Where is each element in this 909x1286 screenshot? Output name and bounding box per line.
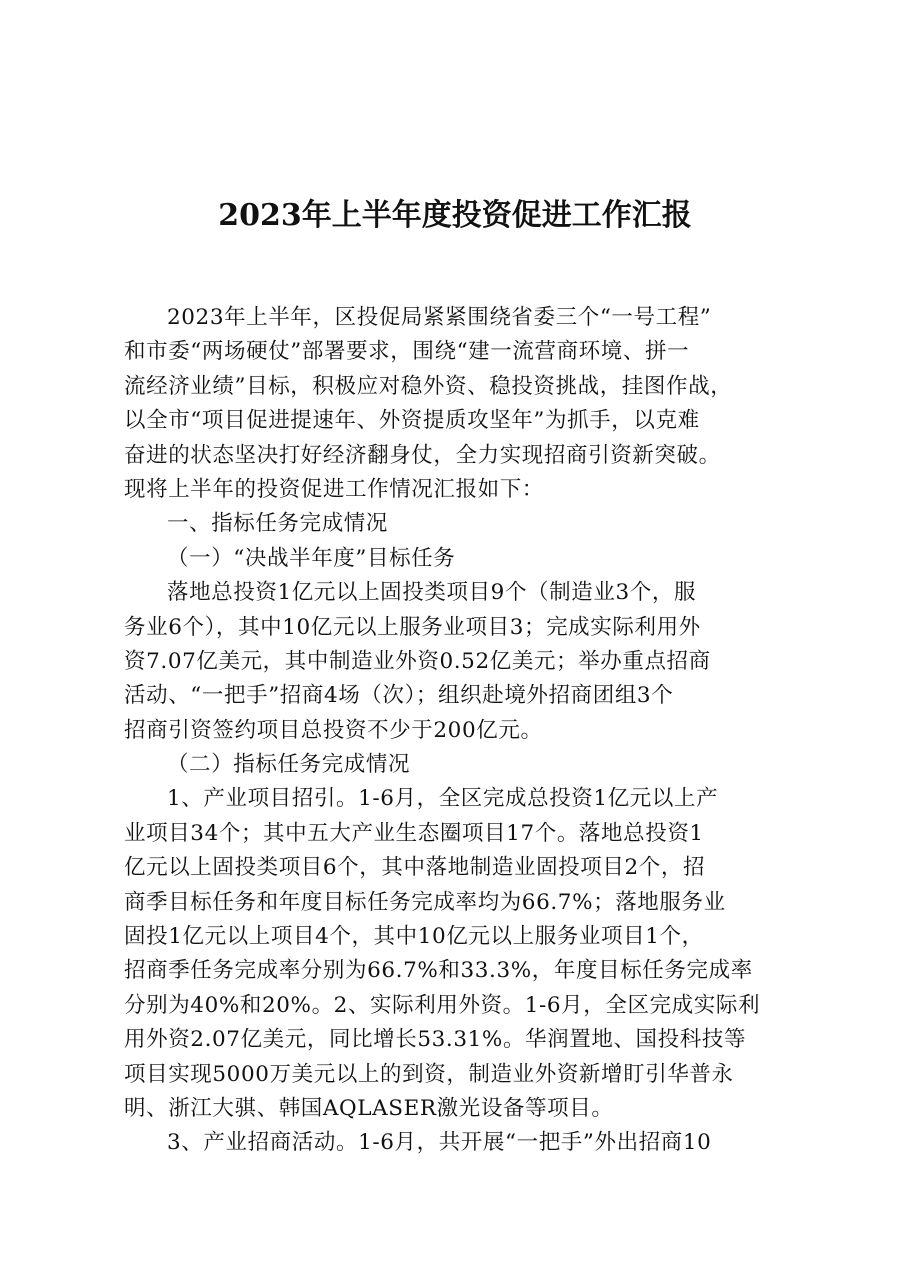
body-line: 商季目标任务和年度目标任务完成率均为66.7%；落地服务业 <box>124 889 726 915</box>
body-line: 活动、“一把手”招商4场（次）；组织赴境外招商团组3个 <box>124 683 674 709</box>
body-line: 落地总投资1亿元以上固投类项目9个（制造业3个，服 <box>167 580 697 606</box>
body-line: 务业6个），其中10亿元以上服务业项目3；完成实际利用外 <box>124 614 701 640</box>
document-body <box>124 301 800 1161</box>
body-line: 资7.07亿美元，其中制造业外资0.52亿美元；举办重点招商 <box>124 648 711 674</box>
body-line: 明、浙江大骐、韩国AQLASER激光设备等项目。 <box>124 1095 614 1121</box>
body-line: 1、产业项目招引。1-6月，全区完成总投资1亿元以上产 <box>167 786 719 812</box>
body-line: 现将上半年的投资促进工作情况汇报如下： <box>124 476 544 502</box>
body-line: 3、产业招商活动。1-6月，共开展“一把手”外出招商10 <box>167 1130 712 1156</box>
body-line: 亿元以上固投类项目6个，其中落地制造业固投项目2个，招 <box>124 855 706 881</box>
body-line: 和市委“两场硬仗”部署要求，围绕“建一流营商环境、拼一 <box>124 339 690 365</box>
body-line: 招商季任务完成率分别为66.7%和33.3%，年度目标任务完成率 <box>124 958 753 984</box>
body-line: 流经济业绩”目标，积极应对稳外资、稳投资挑战，挂图作战， <box>124 373 733 399</box>
subsection-heading: （二）指标任务完成情况 <box>167 752 411 778</box>
body-line: 2023年上半年，区投促局紧紧围绕省委三个“一号工程” <box>167 305 712 330</box>
subsection-heading: （一）“决战半年度”目标任务 <box>167 545 456 571</box>
body-line: 项目实现5000万美元以上的到资，制造业外资新增盯引华普永 <box>124 1061 734 1087</box>
body-line: 奋进的状态坚决打好经济翻身仗，全力实现招商引资新突破。 <box>124 442 721 468</box>
body-line: 业项目34个；其中五大产业生态圈项目17个。落地总投资1 <box>124 820 704 846</box>
body-line: 招商引资签约项目总投资不少于200亿元。 <box>124 717 543 743</box>
document-title: 2023年上半年度投资促进工作汇报 <box>218 198 692 233</box>
body-line: 分别为40%和20%。2、实际利用外资。1-6月，全区完成实际利 <box>124 992 761 1018</box>
section-heading: 一、指标任务完成情况 <box>167 511 389 537</box>
body-line: 固投1亿元以上项目4个，其中10亿元以上服务业项目1个， <box>124 924 704 950</box>
body-line: 以全市“项目促进提速年、外资提质攻坚年”为抓手，以克难 <box>124 408 700 434</box>
body-line: 用外资2.07亿美元，同比增长53.31%。华润置地、国投科技等 <box>124 1027 747 1053</box>
